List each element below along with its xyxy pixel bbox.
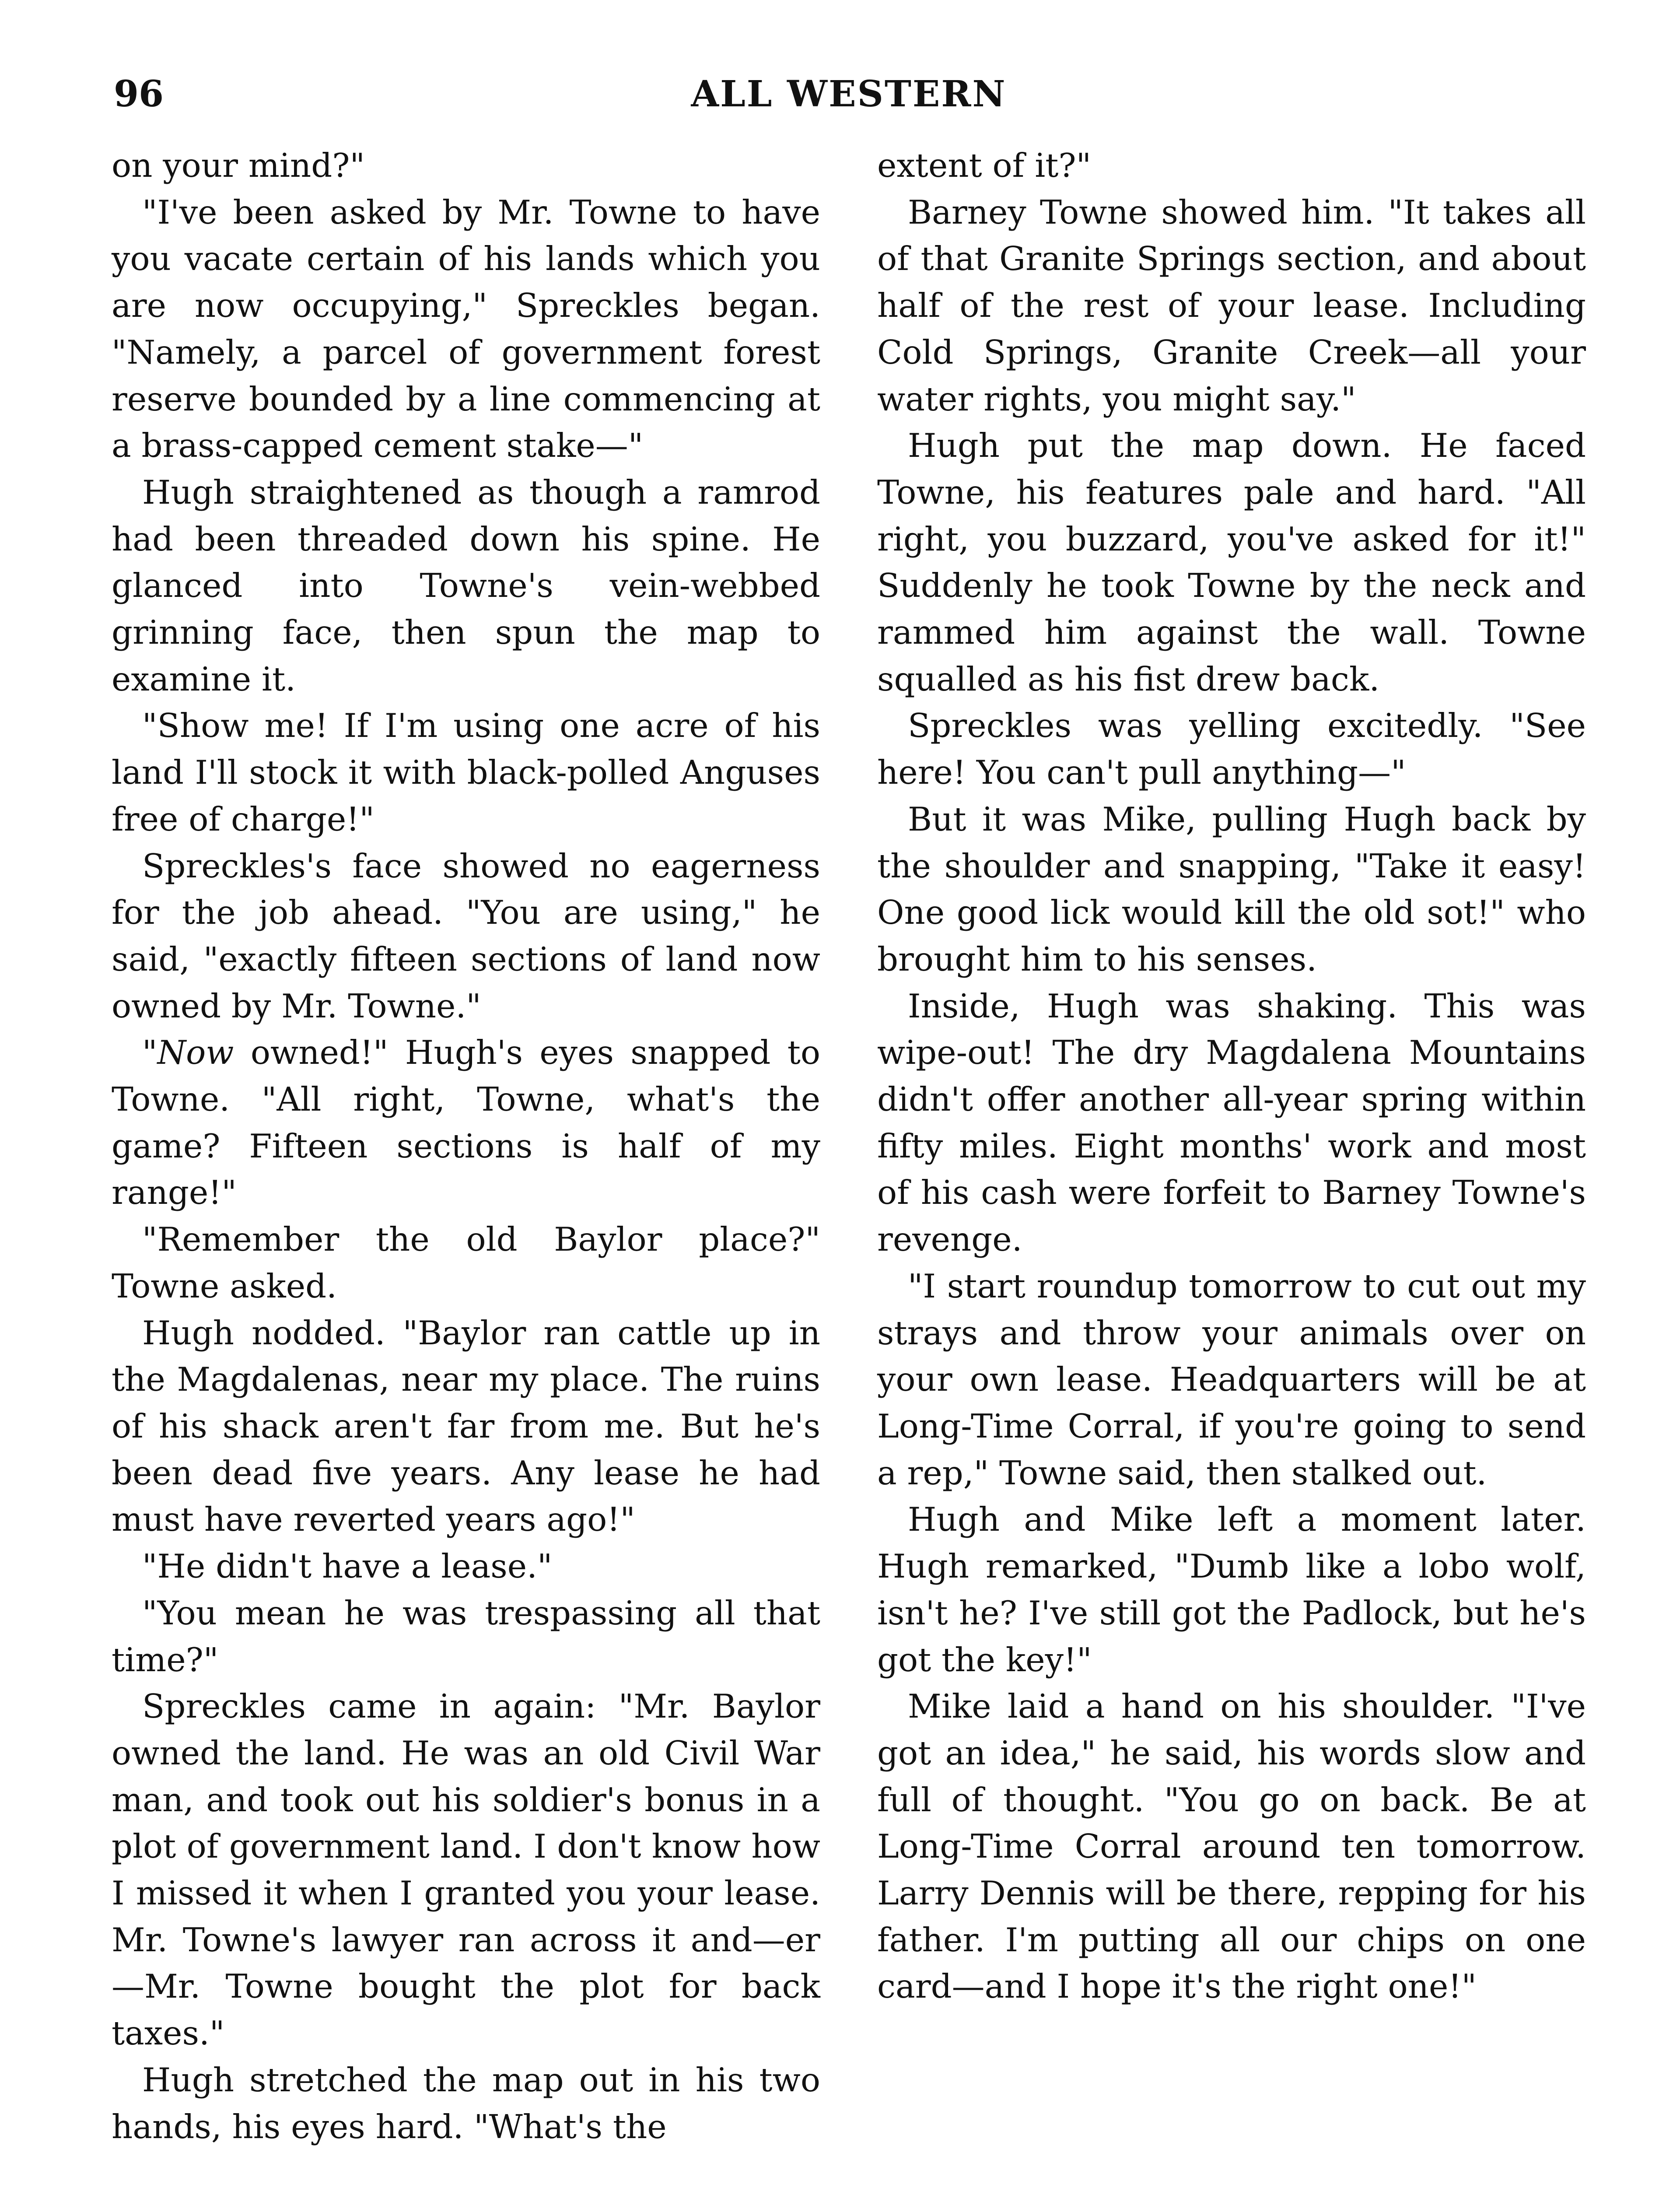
paragraph: Mike laid a hand on his shoulder. "I've got an idea," he said, his words slow and full of thought. "You go on back. Be at Long-Time Corral around ten tomorrow. Larry Dennis will be there, repping for his father. I'm putting all our chips on one card—and I hope it's the right one!"	[877, 1687, 1586, 2006]
paragraph: Hugh straightened as though a ramrod had been threaded down his spine. He glanced into Towne's vein-webbed grinning face, then spun the map to examine it.	[112, 473, 820, 698]
paragraph: on your mind?"	[112, 146, 365, 185]
paragraph	[112, 1029, 820, 1216]
page-number: 96	[114, 73, 164, 115]
paragraph: Spreckles came in again: "Mr. Baylor owned the land. He was an old Civil War man, and took out his soldier's bonus in a plot of government land. I don't know how I missed it when I granted you your lease. Mr. Towne's lawyer ran across it and—er—Mr. Towne bought the plot for back taxes."	[112, 1687, 820, 2053]
paragraph: Spreckles was yelling excitedly. "See here! You can't pull anything—"	[877, 706, 1586, 792]
paragraph: "I've been asked by Mr. Towne to have you vacate certain of his lands which you are now occupying," Spreckles began. "Namely, a parcel of government forest reserve bounded by a line commencing at a brass-capped cement stake—"	[112, 193, 820, 465]
paragraph: "He didn't have a lease."	[142, 1547, 553, 1586]
running-title: ALL WESTERN	[691, 73, 1007, 115]
paragraph: "You mean he was trespassing all that time?"	[112, 1593, 820, 1679]
paragraph: Hugh and Mike left a moment later. Hugh remarked, "Dumb like a lobo wolf, isn't he? I've still got the Padlock, but he's got the key!"	[877, 1500, 1586, 1679]
right-column	[877, 142, 1586, 2010]
paragraph: But it was Mike, pulling Hugh back by the shoulder and snapping, "Take it easy! One good lick would kill the old sot!" who brought him to his senses.	[877, 799, 1586, 978]
paragraph: Hugh nodded. "Baylor ran cattle up in the Magdalenas, near my place. The ruins of his shack aren't far from me. But he's been dead five years. Any lease he had must have reverted years ago!"	[112, 1313, 820, 1539]
paragraph: Hugh put the map down. He faced Towne, his features pale and hard. "All right, you buzzard, you've asked for it!" Suddenly he took Towne by the neck and rammed him against the wall. Towne squalled as his fist drew back.	[877, 426, 1586, 698]
page-header	[114, 66, 1584, 123]
paragraph: Barney Towne showed him. "It takes all of that Granite Springs section, and about half of the rest of your lease. Including Cold Springs, Granite Creek—all your water rights, you might say."	[877, 193, 1586, 418]
paragraph: extent of it?"	[877, 146, 1092, 185]
paragraph-text: owned!" Hugh's eyes snapped to Towne. "All right, Towne, what's the game? Fifteen sections is half of my range!"	[112, 1033, 820, 1212]
paragraph: Inside, Hugh was shaking. This was wipe-out! The dry Magdalena Mountains didn't offer another all-year spring within fifty miles. Eight months' work and most of his cash were forfeit to Barney Towne's revenge.	[877, 986, 1586, 1259]
paragraph: "Show me! If I'm using one acre of his land I'll stock it with black-polled Anguses free of charge!"	[112, 706, 820, 838]
italic-word: "Now	[142, 1033, 234, 1072]
paragraph: "I start roundup tomorrow to cut out my strays and throw your animals over on your own lease. Headquarters will be at Long-Time Corral, if you're going to send a rep," Towne said, then stalked out.	[877, 1266, 1586, 1492]
paragraph: "Remember the old Baylor place?" Towne asked.	[112, 1220, 820, 1305]
paragraph: Hugh stretched the map out in his two hands, his eyes hard. "What's the	[112, 2060, 820, 2146]
left-column	[112, 142, 820, 2150]
paragraph: Spreckles's face showed no eagerness for the job ahead. "You are using," he said, "exactly fifteen sections of land now owned by Mr. Towne."	[112, 846, 820, 1025]
